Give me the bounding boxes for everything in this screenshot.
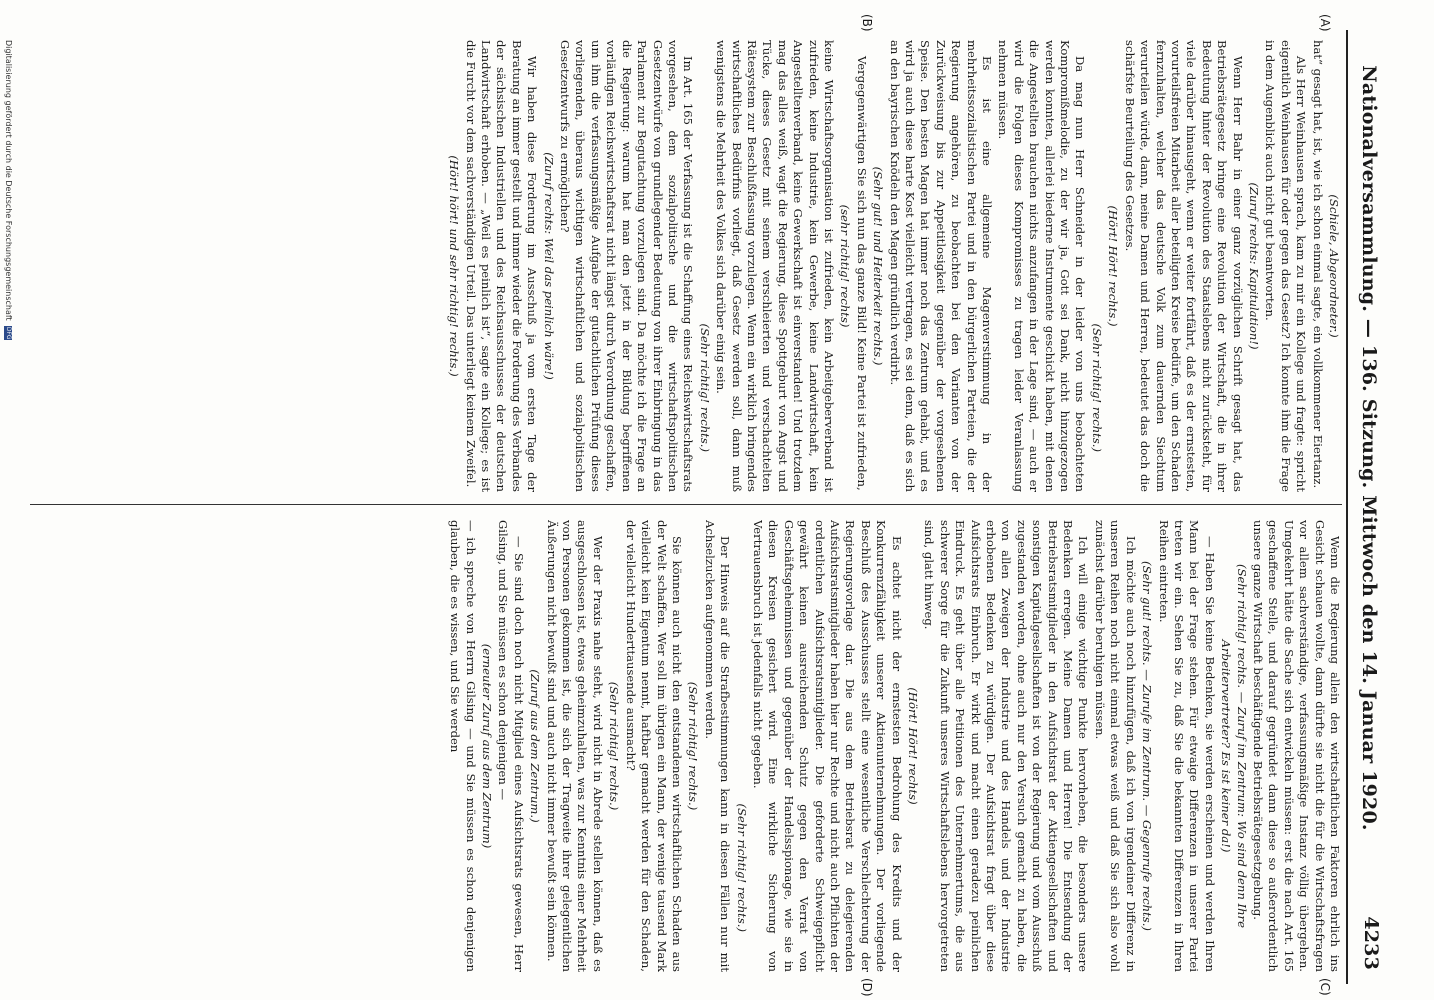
header-title: Nationalversammlung. — 136. Sitzung. Mittwoch den 14. Januar 1920. <box>1358 65 1380 831</box>
paragraph: Ich will einige wichtige Punkte hervorheben, die besonders unsere Bedenken erregen. Meine Damen und Herren! Die Entsendung der Betriebsratsmitglieder in den Aufsichtsrat der Aktiengesellschaften und sonstigen Kapitalgesellschaften ist von der Regierung und vom Ausschuß zugestanden worden, ohne auch nur den Versuch gemacht zu haben, die von allen Zweigen der Industrie und des Handels und der Industrie erhobenen Bedenken zu würdigen. Der Aufsichtsrat fragt über diese Aufsichtsrats Einbruch. Er wirkt und macht einen geradezu peinlichen Eindruck. Es geht über alle Petitionen des Unternehmertums, die aus schwerer Sorge für die Zukunft unseres Wirtschaftslebens hervorgetreten sind, glatt hinweg. <box>922 520 1091 972</box>
interjection: (Sehr gut! rechts. — Zurufe im Zentrum. — Gegenrufe rechts.) <box>1140 561 1155 931</box>
interjection: (Sehr richtig! rechts.) <box>697 323 712 452</box>
paragraph: Als Herr Weinhausen sprach, kam zu mir ein Kollege und fragte: spricht eigentlich Weinhausen für oder gegen das Gesetz? Ich konnte ihm die Frage in dem Augenblick auch nicht gut beantworten. <box>1263 40 1309 492</box>
interjection: (Zuruf rechts: Weil das peinlich wäre!) <box>541 152 556 380</box>
paragraph: keine Wirtschaftsorganisation ist zufrieden, kein Arbeitgeberverband ist zufrieden, keine Industrie, kein Gewerbe, keine Landwirtschaft, kein Angestelltenverband, keine Gewerkschaft ist einverstanden! Und trotzdem mag das alles weiß, wagt die Regierung, diese Spottgeburt von Angst und Tücke, dieses Gesetz mit seinem verschleierten und verschachtelten Rätesystem zur Beschlußfassung vorzulegen. Wenn ein wirklich bringendes wirtschaftliches Bedürfnis vorliegt, daß Gesetz werden soll, dann muß wenigstens die Mehrheit des Volkes sich darüber einig sein. <box>714 40 836 492</box>
page-header <box>1352 38 1386 978</box>
interjection: (erneuter Zuruf aus dem Zentrum) <box>480 643 495 849</box>
footer-credit <box>4 40 13 340</box>
paragraph: — ich spreche von Herrn Gilsing — und Sie müssen es schon denjenigen glauben, die es wissen, und Sie werden <box>448 520 478 972</box>
interjection: (Sehr richtig! rechts.) <box>734 803 749 932</box>
right-column <box>446 520 1342 972</box>
interjection: (Sehr richtig! rechts.) <box>686 681 701 811</box>
interjection: (sehr richtig! rechts) <box>838 204 853 328</box>
paragraph: Es ist eine allgemeine Magenverstimmung in der mehrheitssozialistischen Partei und in den bürgerlichen Parteien, die der Regierung angehören, zu beobachten bei den Varianten von der Zurückweisung bis zur Appetitlosigkeit gegenüber der vorgesehenen Speise. Den besten Magen hat immer noch das Zentrum gehabt, und es wird ja auch diese harte Kost vielleicht vertragen, es sei denn, daß es sich an den bayrischen Knödeln den Magen gründlich verdirbt. <box>887 40 995 492</box>
interjection: (Hört! Hört! rechts) <box>906 687 921 805</box>
paragraph: Es achtet nicht der ernstesten Bedrohung des Kredits und der Konkurrenzfähigkeit unserer Aktienunternehmungen. Der vorliegende Beschluß des Ausschusses stellt eine wesentliche Verschlechterung der Regierungsvorlage dar. Die aus dem Betriebsrat zu delegierenden Aufsichtsratsmitglieder haben hier nur Rechte und nicht auch Pflichten der ordentlichen Aufsichtsratsmitglieder. Die geforderte Schweigepflicht gewährt keinen ausreichenden Schutz gegen den Verrat von Geschäftsgeheimnissen und gegenüber der Handelsspionage, wie sie in diesen Kreisen gesichert wird. Eine wirkliche Sicherung von Vertrauensbruch ist jedenfalls nicht gegeben. <box>750 520 904 972</box>
paragraph: Sie können auch nicht den entstandenen wirtschaftlichen Schaden aus der Welt schaffen. Wer soll im übrigen ein Mann, der wenige tausend Mark vielleicht kein Eigentum nennt, haftbar gemacht werden für den Schaden, der vielleicht Hunderttausende ausmacht? <box>623 520 684 972</box>
paragraph: Der Hinweis auf die Strafbestimmungen kann in diesen Fällen nur mit Achselzucken aufgenommen werden. <box>702 520 733 972</box>
interjection: (Sehr richtig! rechts. — Zuruf im Zentrum: Wo sind denn Ihre Arbeitervertreter? Es ist keiner da!) <box>1219 564 1249 928</box>
paragraph: — Sie sind doch noch nicht Mitglied eines Aufsichtsrats gewesen, Herr Gilsing, und Sie müssen es schon denjenigen — <box>496 520 526 972</box>
margin-marker-a: (A) <box>1318 14 1332 32</box>
paragraph: Wenn Herr Bahr in einer ganz vorzüglichen Schrift gesagt hat, das Betriebsrätegesetz bringe eine Revolution der Wirtschaft, die in ihrer Bedeutung hinter der Revolution des Staatslebens nicht zurücksteht, für viele darüber hinausgeht, wenn er weiter fortfährt, daß es der ernstesten, vorurteilsfreien Mitarbeit aller beteiligten Kreise bedürfe, um den Schaden fernzuhalten, welcher das deutsche Volk zum dauernden Siechtum verurteilen würde, dann, meine Damen und Herren, bedeutet das doch die schärfste Beurteilung des Gesetzes. <box>1122 40 1245 492</box>
paragraph: Da mag nun Herr Schneider in der leider von uns beobachteten Kompromißmelodie, zu der wir ja, Gott sei Dank, nicht hinzugezogen werden konnten, allerlei biederne Instrumente geschickt haben, mit denen die Angestellten brauchen nichts anzufangen in der Lage sind, — auch er wird die Folgen dieses Kompromisses zu tragen leider Veranlassung nehmen müssen. <box>996 40 1088 492</box>
paragraph: Ich möchte auch noch hinzufügen, daß ich von irgendeiner Differenz in unseren Reihen noch nicht einmal etwas weiß und daß Sie sich also wohl zunächst darüber beruhigen müssen. <box>1092 520 1138 972</box>
paragraph: Vergegenwärtigen Sie sich nun das ganze Bild! Keine Partei ist zufrieden, <box>854 56 869 491</box>
margin-marker-d: (D) <box>860 978 874 997</box>
footer-text: Digitalisierung gefördert durch die Deutsche Forschungsgemeinschaft <box>4 40 13 321</box>
interjection: (Sehr richtig! rechts.) <box>607 681 622 811</box>
interjection: (Hört! Hört! rechts.) <box>1106 205 1121 327</box>
paragraph: Im Art. 165 der Verfassung ist die Schaffung eines Reichswirtschaftsrats vorgesehen, dem sozialpolitische und die wirtschaftspolitischen Gesetzentwürfe von grundlegender Bedeutung von ihrer Einbringung in das Parlament zur Begutachtung vorzulegen sind. Da möchte ich die Frage an die Regierung: warum hat man den jetzt in der Bildung begriffenen vorläufigen Reichswirtschaftsrat nicht längst durch Verordnung geschaffen, um ihm die verfassungsmäßige Aufgabe der gutachtlichen Prüfung dieses vorliegenden, überaus wichtigen wirtschaftlichen und sozialpolitischen Gesetzentwurfs zu ermöglichen? <box>558 40 696 492</box>
margin-marker-b: (B) <box>860 14 874 32</box>
left-column <box>445 40 1342 492</box>
interjection: (Sehr richtig! rechts.) <box>1089 323 1104 452</box>
interjection: (Hört! hört! und sehr richtig! rechts.) <box>447 155 462 377</box>
interjection: (Sehr gut! und Heiterkeit rechts.) <box>871 166 886 366</box>
speaker-note: (Schiele, Abgeordneter.) <box>1327 194 1341 338</box>
interjection: (Zuruf rechts: Kapitulation!) <box>1246 182 1261 350</box>
paragraph: hat“ gesagt hat, ist, wie ich schon einmal sagte, ein vollkommener Eiertanz. <box>1310 40 1325 489</box>
paragraph: Wenn die Regierung allein den wirtschaftlichen Faktoren ehrlich ins Gesicht schauen wollte, dann dürfte sie nicht die für die Wirtschaftsfragen vor allem sachverständige, verfassungsmäßige Instanz völlig übergehen. Umgekehrt hätte die Sache sich entwickeln müssen: erst die nach Art. 165 geschaffene Stelle, und darauf gegründet dann diese so außerordentlich unsere ganze Wirtschaft beschäftigende Betriebsrätegesetzgebung. <box>1250 520 1342 972</box>
paragraph: Wer der Praxis nahe steht, wird nicht in Abrede stellen können, daß es ausgeschlossen ist, etwas geheimzuhalten, was zur Kenntnis einer Mehrheit von Personen gekommen ist, die sich der Tragweite ihrer gelegentlichen Äußerungen nicht bewußt sind und auch nicht immer bewußt sein können. <box>544 520 605 972</box>
margin-marker-c: (C) <box>1318 978 1332 996</box>
column-separator <box>30 504 1342 505</box>
dfg-logo-icon: DFG <box>5 326 13 340</box>
paragraph: — Haben Sie keine Bedenken, sie werden erscheinen und werden Ihren Mann bei der Frage stehen. Für etwaige Differenzen in unserer Partei treten wir ein. Sehen Sie zu, daß Sie die bekannten Differenzen in Ihren Reihen eintreten. <box>1156 520 1217 972</box>
interjection: (Zuruf aus dem Zentrum.) <box>528 669 543 823</box>
header-rule <box>1346 30 1348 984</box>
paragraph: Wir haben diese Forderung im Ausschuß ja vom ersten Tage der Beratung an immer gestellt und immer wieder die Forderung des Verbandes der sächsischen Industriellen und des Reichsausschusses der deutschen Landwirtschaft erhoben. — „Weil es peinlich ist“, sagte ein Kollege; es ist die Furcht vor dem sachverständigen Urteil. Das unterliegt keinem Zweifel. <box>463 40 540 492</box>
page-number: 4233 <box>1360 916 1382 970</box>
